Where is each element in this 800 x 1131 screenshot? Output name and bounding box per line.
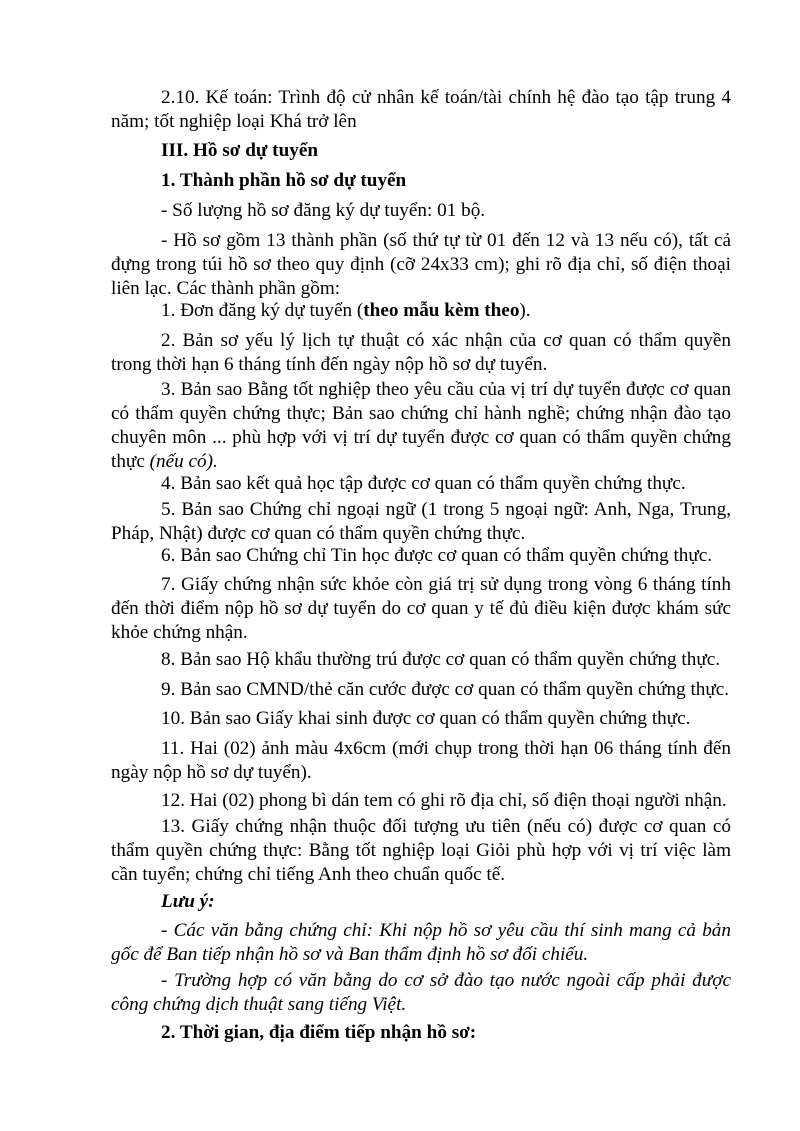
list-item-6: 6. Bản sao Chứng chỉ Tin học được cơ quan có thẩm quyền chứng thực. (161, 545, 713, 566)
paragraph-quantity: - Số lượng hồ sơ đăng ký dự tuyển: 01 bộ. (161, 200, 486, 221)
list-item-3-italic: (nếu có). (149, 451, 218, 472)
list-item-1-bold: theo mẫu kèm theo (363, 300, 520, 321)
list-item-10: 10. Bản sao Giấy khai sinh được cơ quan có thẩm quyền chứng thực. (161, 708, 691, 729)
list-item-8: 8. Bản sao Hộ khẩu thường trú được cơ quan có thẩm quyền chứng thực. (161, 649, 721, 670)
paragraph-2-10: 2.10. Kế toán: Trình độ cử nhân kế toán/tài chính hệ đào tạo tập trung 4 năm; tốt nghiệp loại Khá trở lên (111, 87, 731, 132)
note-heading: Lưu ý: (161, 891, 215, 912)
list-item-3-text: 3. Bản sao Bằng tốt nghiệp theo yêu cầu của vị trí dự tuyển được cơ quan có thẩm quyền chứng thực; Bản sao chứng chỉ hành nghề; chứng nhận đào tạo chuyên môn ... phù hợp với vị trí dự tuyển được cơ quan có thẩm quyền chứng thực (111, 379, 731, 472)
subsection-heading-1: 1. Thành phần hồ sơ dự tuyển (161, 170, 407, 191)
list-item-3 (111, 378, 731, 474)
list-item-1 (111, 299, 731, 323)
list-item-9: 9. Bản sao CMND/thẻ căn cước được cơ quan có thẩm quyền chứng thực. (161, 679, 730, 700)
note-item-2: - Trường hợp có văn bằng do cơ sở đào tạo nước ngoài cấp phải được công chứng dịch thuật sang tiếng Việt. (111, 970, 731, 1015)
paragraph-composition: - Hồ sơ gồm 13 thành phần (số thứ tự từ 01 đến 12 và 13 nếu có), tất cả đựng trong túi hồ sơ theo quy định (cỡ 24x33 cm); ghi rõ địa chỉ, số điện thoại liên lạc. Các thành phần gồm: (111, 230, 731, 299)
list-item-13: 13. Giấy chứng nhận thuộc đối tượng ưu tiên (nếu có) được cơ quan có thẩm quyền chứng thực: Bằng tốt nghiệp loại Giỏi phù hợp với vị trí việc làm cần tuyển; chứng chỉ tiếng Anh theo chuẩn quốc tế. (111, 816, 731, 885)
section-heading-iii: III. Hồ sơ dự tuyển (161, 140, 319, 161)
list-item-1-end: ). (519, 300, 531, 321)
list-item-12: 12. Hai (02) phong bì dán tem có ghi rõ địa chỉ, số điện thoại người nhận. (161, 790, 727, 811)
note-item-1: - Các văn bằng chứng chỉ: Khi nộp hồ sơ yêu cầu thí sinh mang cả bản gốc để Ban tiếp nhận hồ sơ và Ban thẩm định hồ sơ đối chiếu. (111, 920, 731, 965)
list-item-11: 11. Hai (02) ảnh màu 4x6cm (mới chụp trong thời hạn 06 tháng tính đến ngày nộp hồ sơ dự tuyển). (111, 738, 731, 783)
list-item-5: 5. Bản sao Chứng chỉ ngoại ngữ (1 trong 5 ngoại ngữ: Anh, Nga, Trung, Pháp, Nhật) được cơ quan có thẩm quyền chứng thực. (111, 499, 731, 544)
list-item-1-text: 1. Đơn đăng ký dự tuyển ( (161, 300, 364, 321)
list-item-7: 7. Giấy chứng nhận sức khỏe còn giá trị sử dụng trong vòng 6 tháng tính đến thời điểm nộp hồ sơ dự tuyển do cơ quan y tế đủ điều kiện được khám sức khỏe chứng nhận. (111, 574, 731, 643)
list-item-4: 4. Bản sao kết quả học tập được cơ quan có thẩm quyền chứng thực. (161, 473, 686, 494)
list-item-2: 2. Bản sơ yếu lý lịch tự thuật có xác nhận của cơ quan có thẩm quyền trong thời hạn 6 tháng tính đến ngày nộp hồ sơ dự tuyển. (111, 330, 731, 375)
subsection-heading-2: 2. Thời gian, địa điểm tiếp nhận hồ sơ: (161, 1022, 477, 1043)
